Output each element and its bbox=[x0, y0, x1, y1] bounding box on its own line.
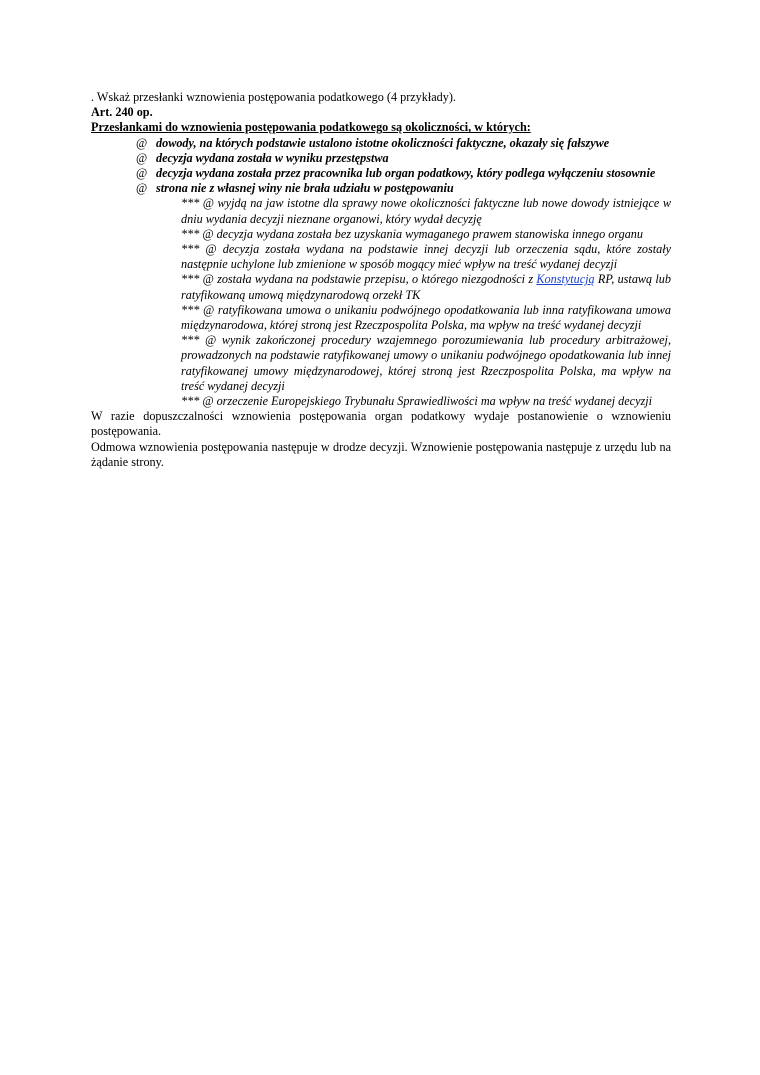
bullet-item bbox=[91, 166, 671, 181]
sub-item-text: *** @ została wydana na podstawie przepisu, o którego niezgodności z bbox=[181, 272, 537, 287]
paragraph: W razie dopuszczalności wznowienia postępowania organ podatkowy wydaje postanowienie o wznowieniu postępowania. bbox=[91, 409, 671, 439]
question-line: . Wskaż przesłanki wznowienia postępowania podatkowego (4 przykłady). bbox=[91, 90, 456, 104]
document-page bbox=[91, 90, 671, 470]
sub-item: *** @ wynik zakończonej procedury wzajemnego porozumiewania lub procedury arbitrażowej, prowadzonych na podstawie ratyfikowanej umowy o unikaniu podwójnego opodatkowania lub innej ratyfikowanej umowy międzynarodowej, której stroną jest Rzeczpospolita Polska, ma wpływ na treść wydanej decyzji bbox=[181, 333, 671, 393]
bullet-mark: @ bbox=[136, 150, 148, 165]
sub-item: *** @ orzeczenie Europejskiego Trybunału Sprawiedliwości ma wpływ na treść wydanej decyzji bbox=[181, 394, 653, 409]
sub-item: *** @ wyjdą na jaw istotne dla sprawy nowe okoliczności faktyczne lub nowe dowody istniejące w dniu wydania decyzji nieznane organowi, który wydał decyzję bbox=[181, 196, 671, 226]
section-heading: Przesłankami do wznowienia postępowania podatkowego są okoliczności, w których: bbox=[91, 120, 531, 135]
sub-item bbox=[91, 272, 671, 302]
bullet-item bbox=[91, 151, 671, 166]
sub-item: *** @ ratyfikowana umowa o unikaniu podwójnego opodatkowania lub inna ratyfikowana umowa międzynarodowa, której stroną jest Rzeczpospolita Polska, ma wpływ na treść wydanej decyzji bbox=[181, 302, 671, 333]
bullet-text: strona nie z własnej winy nie brała udziału w postępowaniu bbox=[156, 181, 454, 196]
bullet-mark: @ bbox=[136, 181, 148, 196]
article-reference: Art. 240 op. bbox=[91, 105, 153, 120]
bullet-mark: @ bbox=[136, 135, 148, 150]
bullet-text: decyzja wydana została przez pracownika lub organ podatkowy, który podlega wyłączeniu stosownie bbox=[156, 166, 656, 181]
bullet-item bbox=[91, 136, 671, 151]
sub-item: *** @ decyzja wydana została bez uzyskania wymaganego prawem stanowiska innego organu bbox=[181, 226, 643, 241]
paragraph: Odmowa wznowienia postępowania następuje w drodze decyzji. Wznowienie postępowania następuje z urzędu lub na żądanie strony. bbox=[91, 439, 671, 469]
bullet-text: dowody, na których podstawie ustalono istotne okoliczności faktyczne, okazały się fałszywe bbox=[156, 135, 610, 150]
konstytucja-link[interactable]: Konstytucją bbox=[536, 272, 595, 287]
sub-item-text: RP, ustawą lub ratyfikowaną umową międzynarodową orzekł TK bbox=[181, 272, 671, 302]
bullet-text: decyzja wydana została w wyniku przestępstwa bbox=[156, 150, 389, 165]
bullet-item bbox=[91, 181, 671, 196]
bullet-mark: @ bbox=[136, 166, 148, 181]
sub-item: *** @ decyzja została wydana na podstawie innej decyzji lub orzeczenia sądu, które zostały następnie uchylone lub zmienione w sposób mogący mieć wpływ na treść wydanej decyzji bbox=[181, 242, 671, 272]
